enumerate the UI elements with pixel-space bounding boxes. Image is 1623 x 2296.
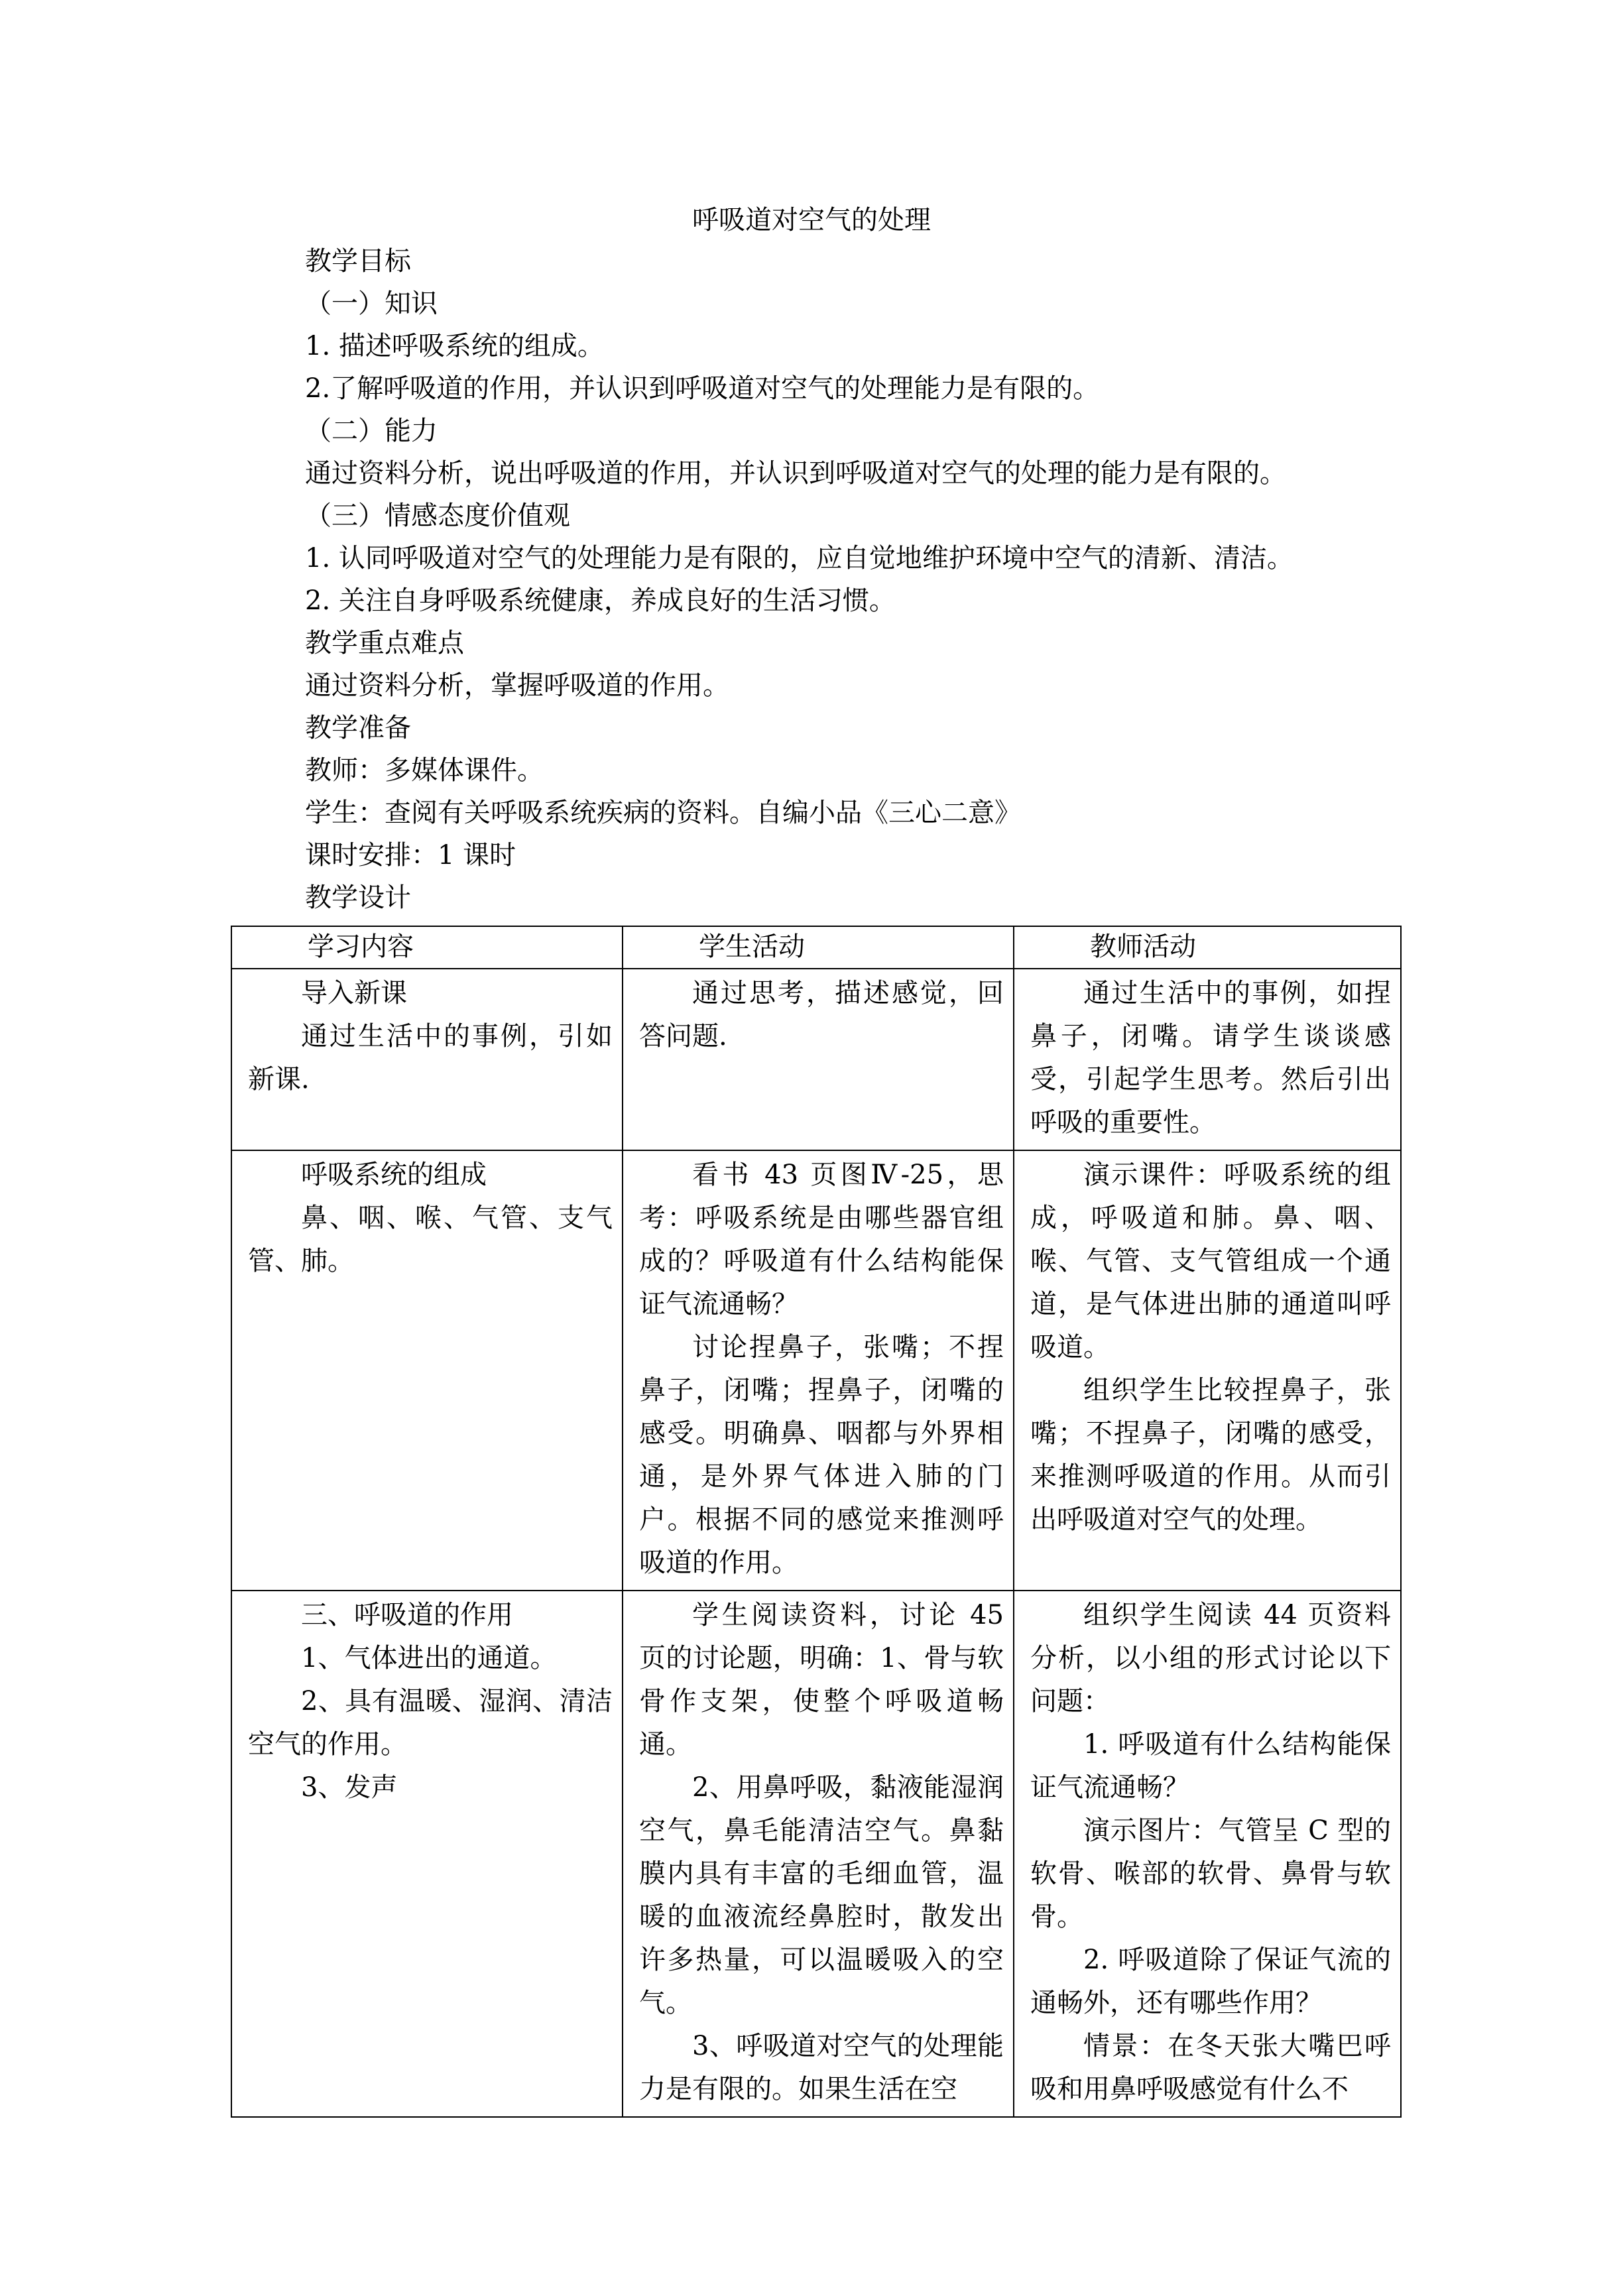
ability-text: 通过资料分析，说出呼吸道的作用，并认识到呼吸道对空气的处理的能力是有限的。	[305, 458, 1286, 489]
cell-paragraph: 学生阅读资料，讨论 45 页的讨论题，明确：1、骨与软骨作支架，使整个呼吸道畅通。	[639, 1600, 1004, 1760]
header-student	[623, 926, 1014, 969]
cell-paragraph: 2、用鼻呼吸，黏液能湿润空气，鼻毛能清洁空气。鼻黏膜内具有丰富的毛细血管，温暖的血液流经鼻腔时，散发出许多热量，可以温暖吸入的空气。	[639, 1772, 1004, 2018]
class-hours: 课时安排：1 课时	[305, 840, 516, 871]
table-row	[231, 1150, 1401, 1591]
cell-teacher	[1014, 1150, 1401, 1591]
cell-paragraph: 1、气体进出的通道。	[301, 1643, 557, 1673]
knowledge-item-1: 1. 描述呼吸系统的组成。	[305, 331, 604, 361]
cell-paragraph: 通过思考，描述感觉，回答问题.	[639, 978, 1004, 1052]
lesson-intro	[305, 240, 1406, 919]
cell-paragraph: 2. 呼吸道除了保证气流的通畅外，还有哪些作用？	[1030, 1945, 1391, 2018]
cell-paragraph: 演示课件：呼吸系统的组成，呼吸道和肺。鼻、咽、喉、气管、支气管组成一个通道，是气体进出肺的通道叫呼吸道。	[1030, 1160, 1391, 1362]
heading-design: 教学设计	[305, 882, 411, 913]
cell-paragraph: 通过生活中的事例，引如新课.	[248, 1021, 613, 1095]
table-row	[231, 969, 1401, 1150]
preparation-teacher: 教师：多媒体课件。	[305, 755, 544, 786]
subheading-knowledge: （一）知识	[305, 288, 438, 319]
heading-key-points: 教学重点难点	[305, 628, 464, 658]
cell-paragraph: 情景：在冬天张大嘴巴呼吸和用鼻呼吸感觉有什么不	[1030, 2031, 1391, 2104]
preparation-student: 学生：查阅有关呼吸系统疾病的资料。自编小品《三心二意》	[305, 798, 1021, 828]
cell-paragraph: 鼻、咽、喉、气管、支气管、肺。	[248, 1203, 613, 1276]
subheading-ability: （二）能力	[305, 416, 438, 446]
cell-content	[231, 1150, 623, 1591]
subheading-attitude: （三）情感态度价值观	[305, 501, 570, 531]
cell-paragraph: 组织学生阅读 44 页资料分析，以小组的形式讨论以下问题：	[1030, 1600, 1391, 1717]
header-teacher	[1014, 926, 1401, 969]
document-title: 呼吸道对空气的处理	[692, 205, 931, 235]
cell-paragraph: 组织学生比较捏鼻子，张嘴；不捏鼻子，闭嘴的感受，来推测呼吸道的作用。从而引出呼吸道对空气的处理。	[1030, 1375, 1391, 1535]
header-student-label: 学生活动	[699, 932, 805, 962]
cell-content	[231, 1591, 623, 2117]
attitude-item-1: 1. 认同呼吸道对空气的处理能力是有限的，应自觉地维护环境中空气的清新、清洁。	[305, 543, 1293, 574]
cell-paragraph: 导入新课	[301, 978, 407, 1008]
cell-paragraph: 三、呼吸道的作用	[301, 1600, 513, 1630]
knowledge-item-2: 2.了解呼吸道的作用，并认识到呼吸道对空气的处理能力是有限的。	[305, 373, 1100, 404]
cell-paragraph: 演示图片：气管呈 C 型的软骨、喉部的软骨、鼻骨与软骨。	[1030, 1815, 1391, 1932]
cell-teacher	[1014, 969, 1401, 1150]
heading-objectives: 教学目标	[305, 246, 411, 276]
header-teacher-label: 教师活动	[1090, 932, 1196, 962]
cell-paragraph: 看书 43 页图Ⅳ-25，思考：呼吸系统是由哪些器官组成的？呼吸道有什么结构能保证气流通畅？	[639, 1160, 1004, 1319]
cell-paragraph: 通过生活中的事例，如捏鼻子，闭嘴。请学生谈谈感受，引起学生思考。然后引出呼吸的重要性。	[1030, 978, 1391, 1138]
cell-paragraph: 讨论捏鼻子，张嘴；不捏鼻子，闭嘴；捏鼻子，闭嘴的感受。明确鼻、咽都与外界相通，是外界气体进入肺的门户。根据不同的感觉来推测呼吸道的作用。	[639, 1332, 1004, 1578]
cell-paragraph: 3、发声	[301, 1772, 398, 1803]
table-header-row	[231, 926, 1401, 969]
header-content	[231, 926, 623, 969]
lesson-design-table	[231, 926, 1402, 2118]
cell-student	[623, 1591, 1014, 2117]
cell-paragraph: 2、具有温暖、湿润、清洁空气的作用。	[248, 1686, 613, 1760]
cell-student	[623, 969, 1014, 1150]
cell-teacher	[1014, 1591, 1401, 2117]
cell-content	[231, 969, 623, 1150]
table-row	[231, 1591, 1401, 2117]
key-points-text: 通过资料分析，掌握呼吸道的作用。	[305, 670, 729, 701]
header-content-label: 学习内容	[308, 932, 414, 962]
attitude-item-2: 2. 关注自身呼吸系统健康，养成良好的生活习惯。	[305, 585, 896, 616]
cell-student	[623, 1150, 1014, 1591]
cell-paragraph: 呼吸系统的组成	[301, 1160, 487, 1190]
heading-preparation: 教学准备	[305, 713, 411, 743]
cell-paragraph: 1. 呼吸道有什么结构能保证气流通畅？	[1030, 1729, 1391, 1803]
cell-paragraph: 3、呼吸道对空气的处理能力是有限的。如果生活在空	[639, 2031, 1004, 2104]
